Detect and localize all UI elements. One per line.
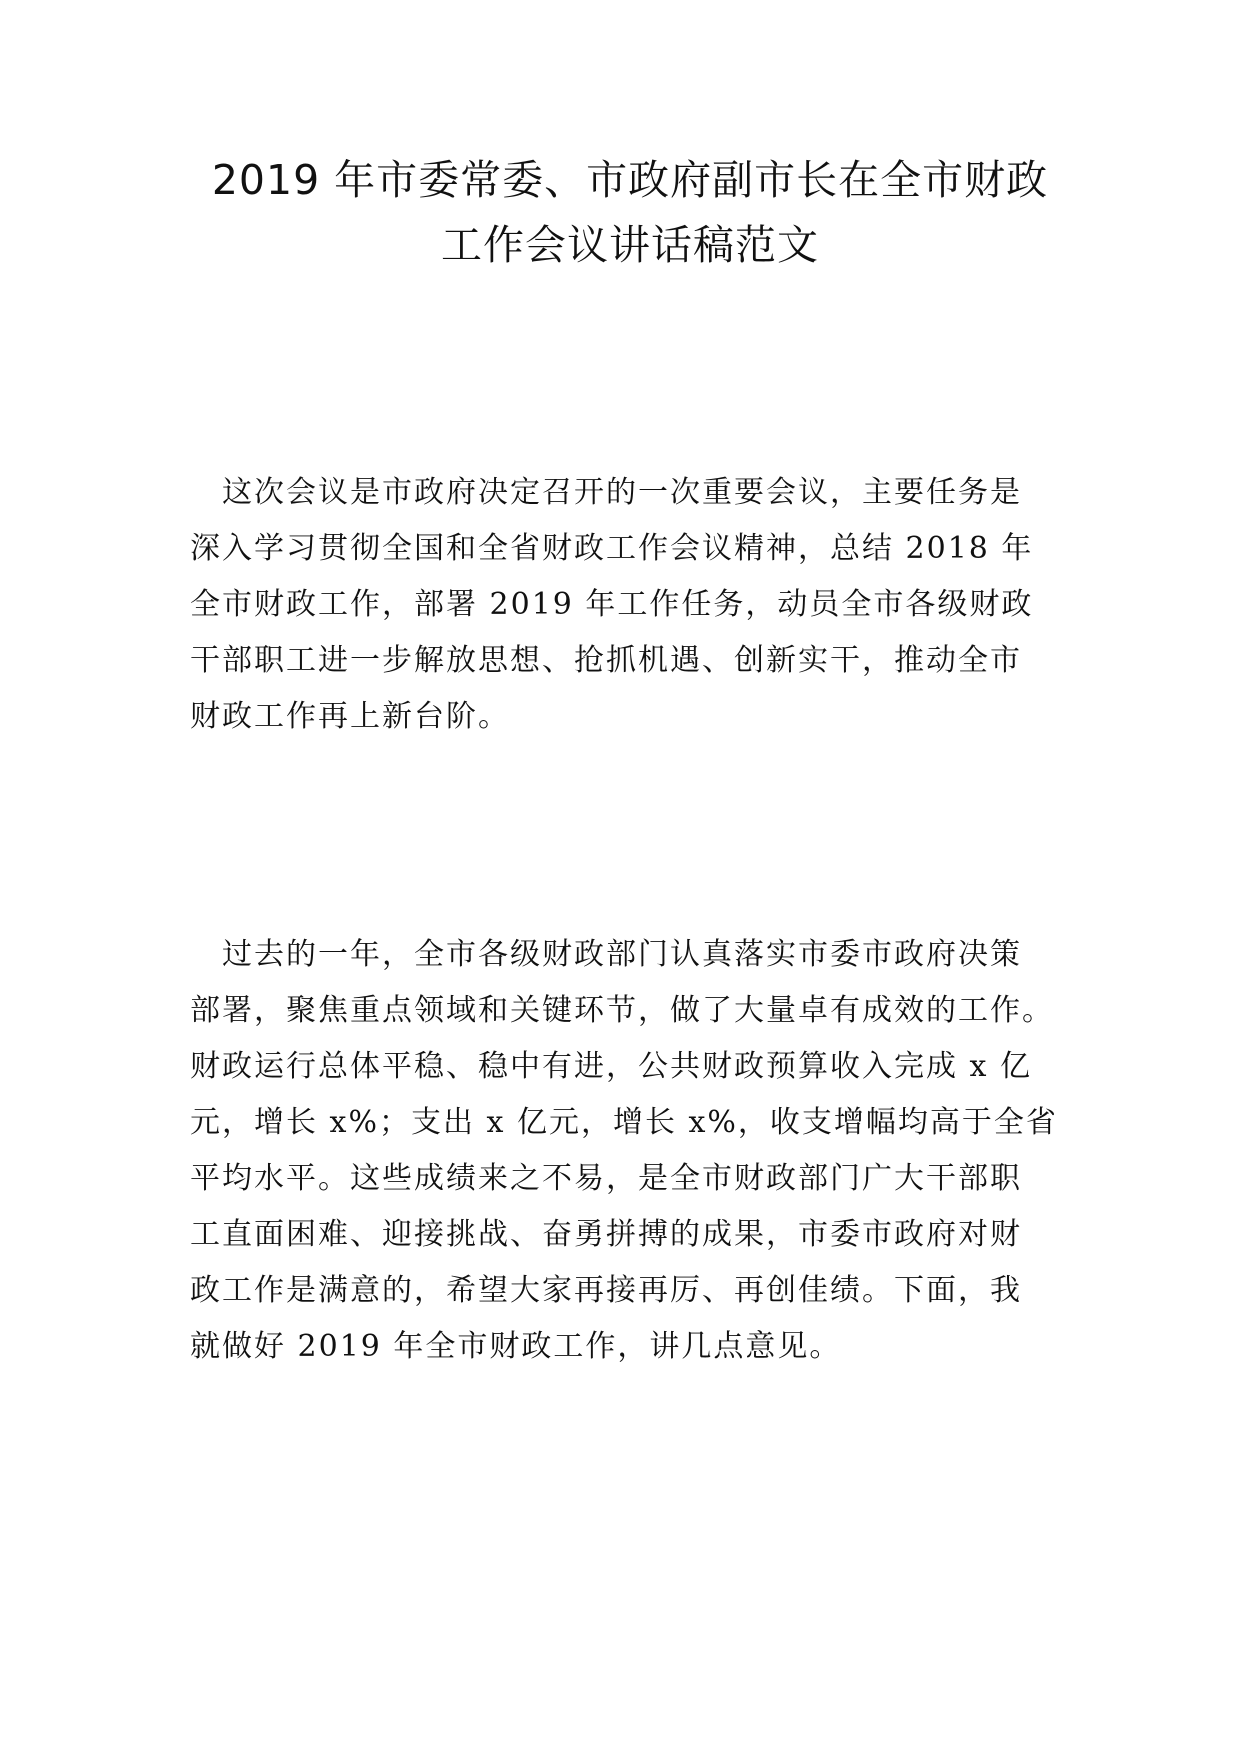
paragraph-line: 财政工作再上新台阶。 <box>190 699 510 734</box>
paragraph-line: 这次会议是市政府决定召开的一次重要会议，主要任务是 <box>222 475 1022 510</box>
paragraph-line: 全市财政工作，部署 2019 年工作任务，动员全市各级财政 <box>190 587 1034 622</box>
paragraph-line: 过去的一年，全市各级财政部门认真落实市委市政府决策 <box>222 937 1022 972</box>
paragraph-intro <box>190 465 1070 745</box>
paragraph-line: 工直面困难、迎接挑战、奋勇拼搏的成果，市委市政府对财 <box>190 1217 1022 1252</box>
paragraph-line: 就做好 2019 年全市财政工作，讲几点意见。 <box>190 1329 842 1364</box>
paragraph-line: 元，增长 x%；支出 x 亿元，增长 x%，收支增幅均高于全省 <box>190 1105 1058 1140</box>
title-line: 工作会议讲话稿范文 <box>441 221 819 269</box>
paragraph-line: 深入学习贯彻全国和全省财政工作会议精神，总结 2018 年 <box>190 531 1034 566</box>
title-line: 2019 年市委常委、市政府副市长在全市财政 <box>211 156 1049 204</box>
paragraph-line: 政工作是满意的，希望大家再接再厉、再创佳绩。下面，我 <box>190 1273 1022 1308</box>
document-title <box>190 148 1070 278</box>
paragraph-line: 财政运行总体平稳、稳中有进，公共财政预算收入完成 x 亿 <box>190 1049 1032 1084</box>
paragraph-line: 干部职工进一步解放思想、抢抓机遇、创新实干，推动全市 <box>190 643 1022 678</box>
paragraph-line: 部署，聚焦重点领域和关键环节，做了大量卓有成效的工作。 <box>190 993 1054 1028</box>
paragraph-line: 平均水平。这些成绩来之不易，是全市财政部门广大干部职 <box>190 1161 1022 1196</box>
paragraph-review <box>190 927 1070 1375</box>
